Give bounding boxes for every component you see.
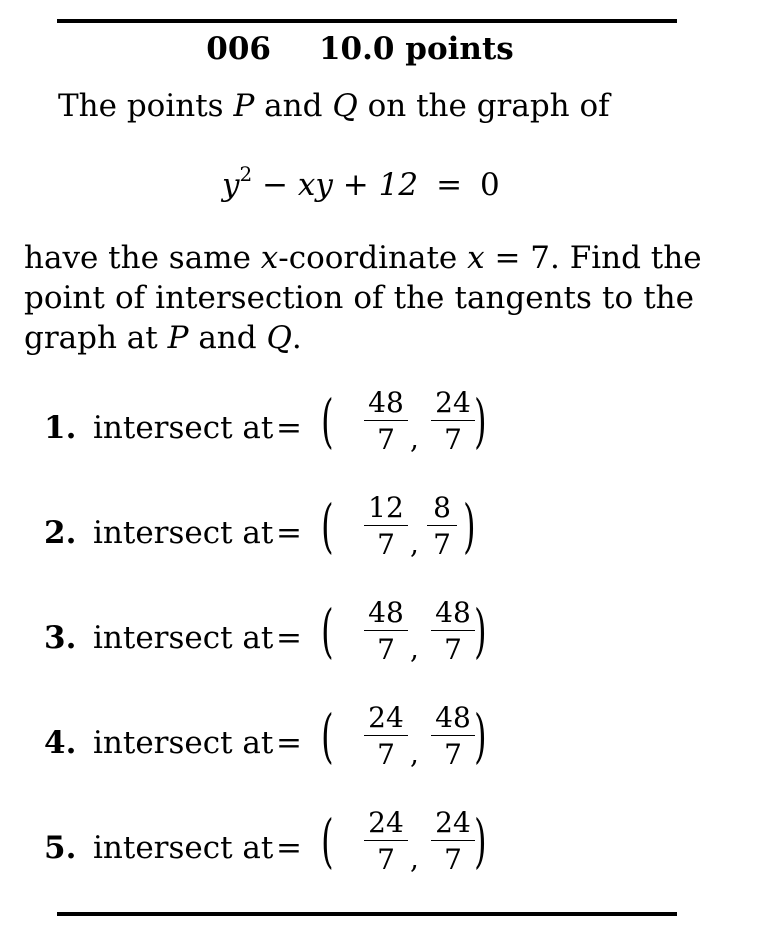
equation-rhs: 0 — [480, 167, 500, 203]
equation-equals: = — [436, 167, 463, 203]
body-text: graph at — [24, 320, 168, 356]
choice-label: intersect at — [93, 410, 274, 446]
close-paren: ) — [474, 387, 487, 455]
x-coordinate-fraction — [364, 491, 408, 560]
body-line-2: point of intersection of the tangents to the — [24, 280, 694, 316]
point-q: Q — [266, 320, 292, 356]
point-q: Q — [332, 88, 358, 124]
x-denominator: 7 — [377, 423, 395, 456]
choice-equals: = — [276, 725, 302, 761]
y-coordinate-fraction — [431, 596, 475, 665]
question-points: 10.0 points — [318, 31, 514, 67]
y-denominator: 7 — [444, 738, 462, 771]
open-paren: ( — [321, 387, 334, 455]
body-line-3 — [24, 318, 694, 358]
question-header — [0, 31, 720, 67]
point-p: P — [233, 88, 255, 124]
x-numerator: 12 — [364, 491, 408, 526]
choice-equals: = — [276, 620, 302, 656]
x-numerator: 48 — [364, 596, 408, 631]
top-rule — [57, 19, 677, 23]
close-paren: ) — [474, 597, 487, 665]
y-coordinate-fraction — [427, 491, 457, 560]
x-numerator: 48 — [364, 386, 408, 421]
x-coordinate-fraction — [364, 596, 408, 665]
y-denominator: 7 — [444, 423, 462, 456]
equation-terms: − xy + 12 — [252, 167, 419, 203]
x-denominator: 7 — [377, 528, 395, 561]
y-coordinate-fraction — [431, 386, 475, 455]
open-paren: ( — [321, 597, 334, 665]
y-coordinate-fraction — [431, 806, 475, 875]
y-denominator: 7 — [444, 843, 462, 876]
bottom-rule — [57, 912, 677, 916]
x-denominator: 7 — [377, 738, 395, 771]
choice-equals: = — [276, 830, 302, 866]
x-denominator: 7 — [377, 843, 395, 876]
equation-exponent: 2 — [239, 162, 253, 186]
choice-number: 2. — [44, 515, 77, 551]
y-numerator: 48 — [431, 596, 475, 631]
choice-label: intersect at — [93, 515, 274, 551]
coordinate-comma: , — [410, 737, 419, 770]
x-numerator: 24 — [364, 806, 408, 841]
open-paren: ( — [321, 807, 334, 875]
close-paren: ) — [463, 492, 476, 560]
choice-number: 4. — [44, 725, 77, 761]
point-p: P — [167, 320, 189, 356]
close-paren: ) — [474, 702, 487, 770]
question-intro — [58, 88, 610, 124]
x-denominator: 7 — [377, 633, 395, 666]
choice-number: 3. — [44, 620, 77, 656]
x-coordinate-fraction — [364, 701, 408, 770]
body-text: have the same — [24, 240, 261, 276]
body-text: = 7. Find the — [484, 240, 702, 276]
y-coordinate-fraction — [431, 701, 475, 770]
close-paren: ) — [474, 807, 487, 875]
y-denominator: 7 — [433, 528, 451, 561]
coordinate-comma: , — [410, 422, 419, 455]
y-numerator: 24 — [431, 806, 475, 841]
coordinate-comma: , — [410, 527, 419, 560]
curve-equation — [222, 162, 500, 203]
coordinate-comma: , — [410, 632, 419, 665]
intro-text: The points — [58, 88, 234, 124]
y-numerator: 8 — [427, 491, 457, 526]
choice-equals: = — [276, 515, 302, 551]
choice-label: intersect at — [93, 725, 274, 761]
choice-number: 1. — [44, 410, 77, 446]
intro-text: and — [254, 88, 333, 124]
choice-equals: = — [276, 410, 302, 446]
x-coordinate-fraction — [364, 806, 408, 875]
open-paren: ( — [321, 492, 334, 560]
coordinate-comma: , — [410, 842, 419, 875]
body-line-1 — [24, 238, 702, 278]
question-number: 006 — [206, 31, 271, 67]
choice-label: intersect at — [93, 620, 274, 656]
body-text: -coordinate — [278, 240, 468, 276]
choice-label: intersect at — [93, 830, 274, 866]
intro-text: on the graph of — [357, 88, 610, 124]
variable-x: x — [260, 240, 279, 276]
y-denominator: 7 — [444, 633, 462, 666]
y-numerator: 48 — [431, 701, 475, 736]
equation-y: y — [222, 167, 240, 203]
body-text: and — [188, 320, 267, 356]
variable-x: x — [467, 240, 485, 276]
choice-number: 5. — [44, 830, 77, 866]
question-body — [24, 238, 702, 358]
open-paren: ( — [321, 702, 334, 770]
x-numerator: 24 — [364, 701, 408, 736]
y-numerator: 24 — [431, 386, 475, 421]
x-coordinate-fraction — [364, 386, 408, 455]
body-text: . — [291, 320, 302, 356]
